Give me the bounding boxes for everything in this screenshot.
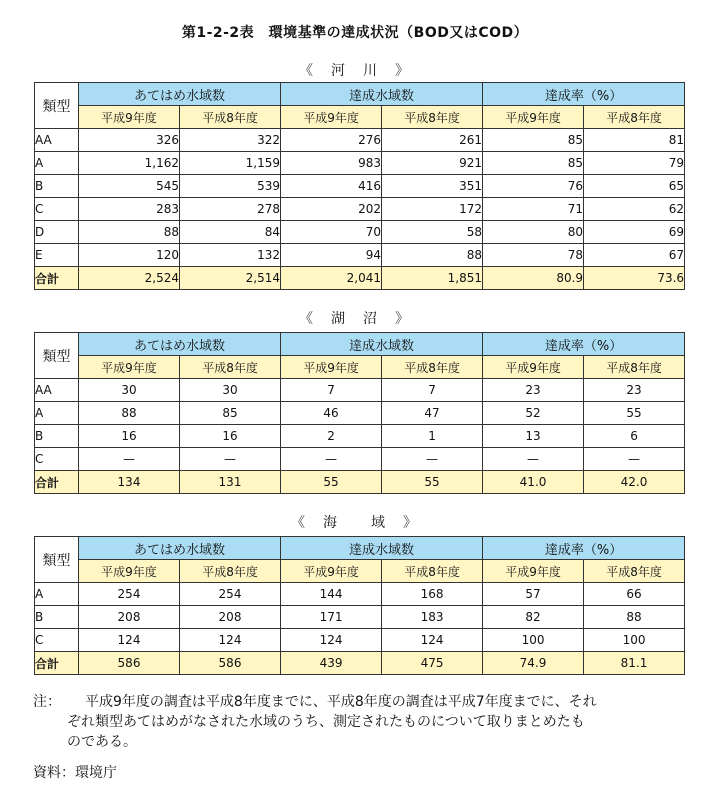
cell: 6 bbox=[584, 425, 685, 448]
cell: 124 bbox=[180, 629, 281, 652]
row-type: B bbox=[35, 425, 79, 448]
source-note: 資料：環境庁 bbox=[33, 765, 117, 781]
cell: 439 bbox=[281, 652, 382, 675]
row-type: AA bbox=[35, 379, 79, 402]
cell: 475 bbox=[382, 652, 483, 675]
cell: 67 bbox=[584, 244, 685, 267]
cell: 983 bbox=[281, 152, 382, 175]
cell: 124 bbox=[281, 629, 382, 652]
row-type: A bbox=[35, 402, 79, 425]
cell: 13 bbox=[483, 425, 584, 448]
table-row bbox=[35, 583, 685, 606]
cell: 278 bbox=[180, 198, 281, 221]
cell: 23 bbox=[483, 379, 584, 402]
cell: 30 bbox=[180, 379, 281, 402]
cell: 134 bbox=[79, 471, 180, 494]
cell: 74.9 bbox=[483, 652, 584, 675]
cell: 1,162 bbox=[79, 152, 180, 175]
section-title-lakes: 《 湖 沼 》 bbox=[299, 311, 411, 327]
table-row bbox=[35, 448, 685, 471]
cell: 1,159 bbox=[180, 152, 281, 175]
cell: 80.9 bbox=[483, 267, 584, 290]
table-row bbox=[35, 198, 685, 221]
cell: 351 bbox=[382, 175, 483, 198]
cell: 47 bbox=[382, 402, 483, 425]
year-header: 平成8年度 bbox=[584, 560, 685, 583]
cell: 46 bbox=[281, 402, 382, 425]
cell: 144 bbox=[281, 583, 382, 606]
sea-table bbox=[34, 536, 685, 675]
year-header: 平成9年度 bbox=[79, 106, 180, 129]
year-header: 平成9年度 bbox=[79, 356, 180, 379]
table-row bbox=[35, 402, 685, 425]
cell: 81 bbox=[584, 129, 685, 152]
cell: 79 bbox=[584, 152, 685, 175]
cell: 94 bbox=[281, 244, 382, 267]
year-header: 平成8年度 bbox=[382, 106, 483, 129]
section-title-rivers: 《 河 川 》 bbox=[299, 63, 411, 79]
group-header-applied: あてはめ水域数 bbox=[79, 537, 281, 560]
cell: 100 bbox=[584, 629, 685, 652]
table-row bbox=[35, 379, 685, 402]
row-type: B bbox=[35, 606, 79, 629]
page-title: 第1-2-2表 環境基準の達成状況（BOD又はCOD） bbox=[181, 25, 529, 41]
cell: 2,524 bbox=[79, 267, 180, 290]
table-row bbox=[35, 221, 685, 244]
type-header: 類型 bbox=[35, 83, 79, 129]
year-header: 平成8年度 bbox=[180, 560, 281, 583]
cell: 88 bbox=[382, 244, 483, 267]
lakes-table bbox=[34, 332, 685, 494]
year-header: 平成9年度 bbox=[281, 356, 382, 379]
cell: 88 bbox=[79, 402, 180, 425]
cell: 16 bbox=[79, 425, 180, 448]
cell: 66 bbox=[584, 583, 685, 606]
cell: 254 bbox=[79, 583, 180, 606]
table-row bbox=[35, 425, 685, 448]
cell: 322 bbox=[180, 129, 281, 152]
total-row bbox=[35, 652, 685, 675]
cell: 283 bbox=[79, 198, 180, 221]
year-header: 平成8年度 bbox=[382, 356, 483, 379]
year-header: 平成8年度 bbox=[584, 106, 685, 129]
cell: 84 bbox=[180, 221, 281, 244]
cell: 2,041 bbox=[281, 267, 382, 290]
cell: 545 bbox=[79, 175, 180, 198]
row-type: B bbox=[35, 175, 79, 198]
cell: 539 bbox=[180, 175, 281, 198]
cell: 55 bbox=[584, 402, 685, 425]
table-row bbox=[35, 606, 685, 629]
cell: 172 bbox=[382, 198, 483, 221]
row-type: C bbox=[35, 448, 79, 471]
cell: 171 bbox=[281, 606, 382, 629]
row-type: C bbox=[35, 629, 79, 652]
cell: 70 bbox=[281, 221, 382, 244]
cell: 586 bbox=[180, 652, 281, 675]
year-header: 平成8年度 bbox=[382, 560, 483, 583]
cell: 73.6 bbox=[584, 267, 685, 290]
row-type: E bbox=[35, 244, 79, 267]
cell: 208 bbox=[79, 606, 180, 629]
cell: 120 bbox=[79, 244, 180, 267]
cell: 124 bbox=[382, 629, 483, 652]
cell: 131 bbox=[180, 471, 281, 494]
cell: 23 bbox=[584, 379, 685, 402]
cell: 1 bbox=[382, 425, 483, 448]
cell: — bbox=[584, 448, 685, 471]
year-header: 平成9年度 bbox=[281, 560, 382, 583]
group-header-rate: 達成率（%） bbox=[483, 333, 685, 356]
group-header-achieved: 達成水域数 bbox=[281, 333, 483, 356]
cell: 85 bbox=[483, 152, 584, 175]
group-header-rate: 達成率（%） bbox=[483, 537, 685, 560]
row-type: 合計 bbox=[35, 652, 79, 675]
cell: 71 bbox=[483, 198, 584, 221]
total-row bbox=[35, 471, 685, 494]
cell: 261 bbox=[382, 129, 483, 152]
cell: 254 bbox=[180, 583, 281, 606]
footnote-line: 平成9年度の調査は平成8年度までに、平成8年度の調査は平成7年度までに、それ bbox=[85, 694, 597, 710]
cell: 76 bbox=[483, 175, 584, 198]
rivers-table bbox=[34, 82, 685, 290]
footnote-line: ぞれ類型あてはめがなされた水域のうち、測定されたものについて取りまとめたも bbox=[67, 714, 585, 730]
year-header: 平成9年度 bbox=[483, 560, 584, 583]
cell: 7 bbox=[281, 379, 382, 402]
footnote-line: のである。 bbox=[67, 734, 137, 750]
year-header: 平成9年度 bbox=[281, 106, 382, 129]
cell: — bbox=[382, 448, 483, 471]
footnote-label: 注： bbox=[33, 694, 61, 710]
cell: 82 bbox=[483, 606, 584, 629]
row-type: C bbox=[35, 198, 79, 221]
table-row bbox=[35, 175, 685, 198]
cell: — bbox=[180, 448, 281, 471]
year-header: 平成9年度 bbox=[483, 356, 584, 379]
cell: 88 bbox=[584, 606, 685, 629]
year-header: 平成9年度 bbox=[483, 106, 584, 129]
cell: 85 bbox=[483, 129, 584, 152]
type-header: 類型 bbox=[35, 333, 79, 379]
cell: 1,851 bbox=[382, 267, 483, 290]
cell: 69 bbox=[584, 221, 685, 244]
cell: 30 bbox=[79, 379, 180, 402]
cell: 55 bbox=[382, 471, 483, 494]
group-header-applied: あてはめ水域数 bbox=[79, 83, 281, 106]
cell: 7 bbox=[382, 379, 483, 402]
cell: 2 bbox=[281, 425, 382, 448]
cell: 42.0 bbox=[584, 471, 685, 494]
cell: 52 bbox=[483, 402, 584, 425]
cell: 62 bbox=[584, 198, 685, 221]
group-header-applied: あてはめ水域数 bbox=[79, 333, 281, 356]
row-type: AA bbox=[35, 129, 79, 152]
cell: 124 bbox=[79, 629, 180, 652]
cell: 78 bbox=[483, 244, 584, 267]
cell: 2,514 bbox=[180, 267, 281, 290]
section-title-sea: 《 海 域 》 bbox=[291, 515, 419, 531]
cell: 183 bbox=[382, 606, 483, 629]
cell: — bbox=[281, 448, 382, 471]
group-header-achieved: 達成水域数 bbox=[281, 537, 483, 560]
cell: 921 bbox=[382, 152, 483, 175]
row-type: 合計 bbox=[35, 267, 79, 290]
year-header: 平成9年度 bbox=[79, 560, 180, 583]
type-header: 類型 bbox=[35, 537, 79, 583]
cell: 57 bbox=[483, 583, 584, 606]
cell: 16 bbox=[180, 425, 281, 448]
row-type: A bbox=[35, 583, 79, 606]
cell: — bbox=[79, 448, 180, 471]
total-row bbox=[35, 267, 685, 290]
cell: 326 bbox=[79, 129, 180, 152]
year-header: 平成8年度 bbox=[584, 356, 685, 379]
year-header: 平成8年度 bbox=[180, 356, 281, 379]
cell: 168 bbox=[382, 583, 483, 606]
cell: 41.0 bbox=[483, 471, 584, 494]
year-header: 平成8年度 bbox=[180, 106, 281, 129]
row-type: D bbox=[35, 221, 79, 244]
cell: 276 bbox=[281, 129, 382, 152]
cell: 586 bbox=[79, 652, 180, 675]
cell: 202 bbox=[281, 198, 382, 221]
cell: 85 bbox=[180, 402, 281, 425]
cell: 132 bbox=[180, 244, 281, 267]
table-row bbox=[35, 629, 685, 652]
cell: 208 bbox=[180, 606, 281, 629]
cell: 100 bbox=[483, 629, 584, 652]
cell: 416 bbox=[281, 175, 382, 198]
cell: 55 bbox=[281, 471, 382, 494]
cell: 88 bbox=[79, 221, 180, 244]
table-row bbox=[35, 129, 685, 152]
footnote bbox=[33, 692, 693, 752]
cell: 80 bbox=[483, 221, 584, 244]
cell: 58 bbox=[382, 221, 483, 244]
table-row bbox=[35, 244, 685, 267]
cell: 65 bbox=[584, 175, 685, 198]
cell: — bbox=[483, 448, 584, 471]
table-row bbox=[35, 152, 685, 175]
row-type: A bbox=[35, 152, 79, 175]
group-header-achieved: 達成水域数 bbox=[281, 83, 483, 106]
row-type: 合計 bbox=[35, 471, 79, 494]
group-header-rate: 達成率（%） bbox=[483, 83, 685, 106]
cell: 81.1 bbox=[584, 652, 685, 675]
